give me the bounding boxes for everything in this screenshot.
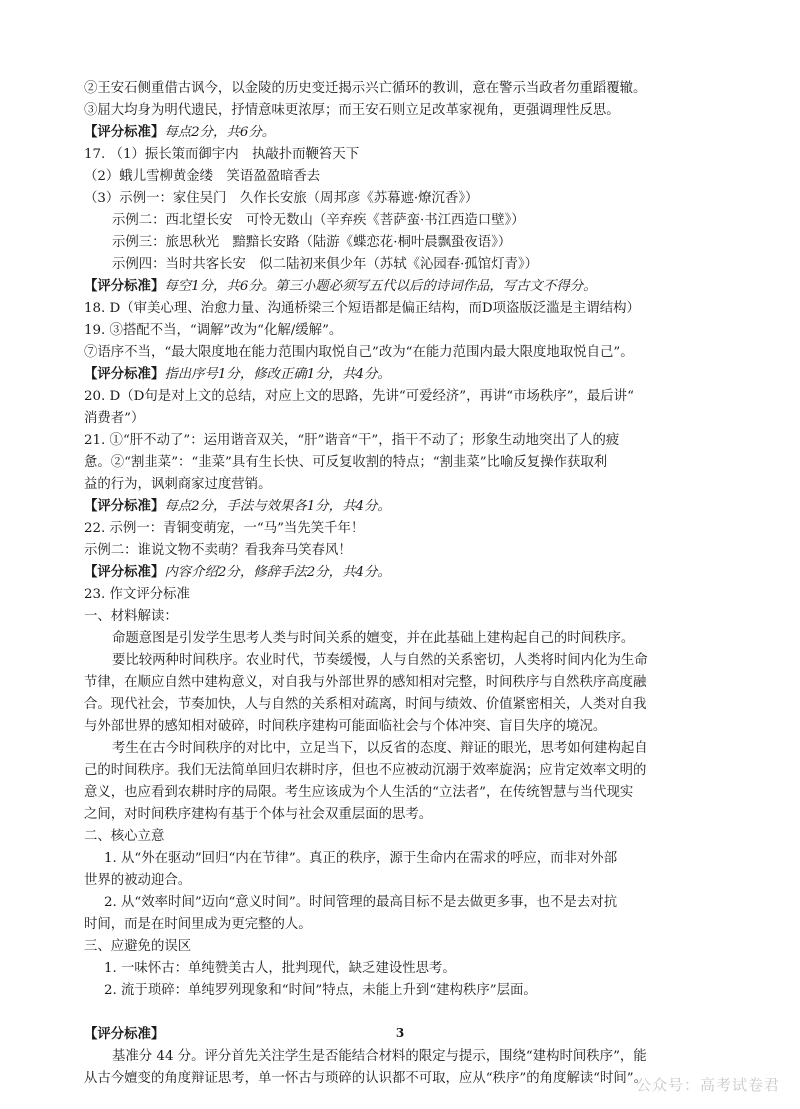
question-22-example-2: 示例二：谁说文物不卖萌？看我奔马笑春风！ [84, 543, 352, 558]
section-heading: 一、材料解读： [84, 609, 178, 624]
scoring-standard-heading: 【评分标准】 [84, 1027, 165, 1042]
core-point-line: 时间，而是在时间里成为更完整的人。 [84, 917, 312, 932]
paragraph-line: 要比较两种时间秩序。农业时代，节奏缓慢，人与自然的关系密切，人类将时间内化为生命 [112, 653, 648, 668]
watermark: 公众号：高考试卷君 [635, 1076, 780, 1094]
scoring-detail-line: 基准分 44 分。评分首先关注学生是否能结合材料的限定与提示，围绕“建构时间秩序”，能 [112, 1049, 647, 1064]
question-17-part-2: （2）蛾儿雪柳黄金缕 笑语盈盈暗香去 [84, 169, 321, 184]
paragraph-line: 合。现代社会，节奏加快，人与自然的关系相对疏离，时间与绩效、价值紧密相关，人类对自我 [84, 697, 647, 712]
paragraph-line: 命题意图是引发学生思考人类与时间关系的嬗变，并在此基础上建构起自己的时间秩序。 [112, 631, 635, 646]
scoring-label: 【评分标准】 [84, 499, 165, 514]
paragraph-line: 节律，在顺应自然中建构意义，对自我与外部世界的感知相对完整，时间秩序与自然秩序高度融 [84, 675, 647, 690]
core-point-line: 1. 从“外在驱动”回归“内在节律”。真正的秩序，源于生命内在需求的呼应，而非对外部 [104, 851, 618, 866]
scoring-label: 【评分标准】 [84, 125, 165, 140]
scoring-note: 每空1分，共6分。第三小题必须写五代以后的诗词作品，写古文不得分。 [164, 279, 597, 294]
scoring-standard [84, 364, 724, 386]
scoring-label: 【评分标准】 [84, 367, 165, 382]
scoring-note: 指出序号1分，修改正确1分，共4分。 [164, 367, 391, 382]
question-21-cont: 惫。②“割韭菜”：“韭菜”具有生长快、可反复收割的特点；“割韭菜”比喻反复操作获取利 [84, 455, 608, 470]
question-17-part-3: （3）示例一：家住吴门 久作长安旅（周邦彦《苏幕遮·燎沉香》） [84, 191, 479, 206]
question-20-cont: 消费者”） [84, 411, 145, 426]
section-heading: 三、应避免的误区 [84, 939, 192, 954]
paragraph-line: 与外部世界的感知相对破碎，时间秩序建构可能面临社会与个体冲突、盲目失序的境况。 [84, 719, 607, 734]
answer-line: ②王安石侧重借古讽今，以金陵的历史变迁揭示兴亡循环的教训，意在警示当政者勿重蹈覆辙。 [84, 81, 647, 96]
question-17-part-1: 17. （1）振长策而御宇内 执敲扑而鞭笞天下 [84, 147, 360, 162]
pitfall-line: 1. 一味怀古：单纯赞美古人，批判现代，缺乏建设性思考。 [104, 961, 456, 976]
answer-line: ③屈大均身为明代遗民，抒情意味更浓厚；而王安石则立足改革家视角，更强调理性反思。 [84, 103, 620, 118]
core-point-line: 世界的被动迎合。 [84, 873, 192, 888]
scoring-label: 【评分标准】 [84, 565, 165, 580]
pitfall-line: 2. 流于琐碎：单纯罗列现象和“时间”特点，未能上升到“建构秩序”层面。 [104, 983, 537, 998]
question-19: 19. ③搭配不当，“调解”改为“化解/缓解”。 [84, 323, 343, 338]
scoring-standard [84, 496, 724, 518]
page-number: 3 [395, 1026, 405, 1040]
spacer [84, 1002, 724, 1024]
question-21-cont: 益的行为，讽刺商家过度营销。 [84, 477, 272, 492]
scoring-note: 内容介绍2分，修辞手法2分，共4分。 [164, 565, 391, 580]
scoring-standard [84, 276, 724, 298]
core-point-line: 2. 从“效率时间”迈向“意义时间”。时间管理的最高目标不是去做更多事，也不是去对抗 [104, 895, 618, 910]
paragraph-line: 考生在古今时间秩序的对比中，立足当下，以反省的态度、辩证的眼光，思考如何建构起自 [112, 741, 648, 756]
question-21: 21. ①“肝不动了”：运用谐音双关，“肝”谐音“干”，指干不动了；形象生动地突出了人的疲 [84, 433, 620, 448]
paragraph-line: 之间，对时间秩序建构有基于个体与社会双重层面的思考。 [84, 807, 433, 822]
question-17-example-2: 示例二：西北望长安 可怜无数山（辛弃疾《菩萨蛮·书江西造口壁》） [112, 213, 525, 228]
paragraph-line: 意义，也应看到农耕时序的局限。考生应该成为个人生活的“立法者”，在传统智慧与当代现实 [84, 785, 634, 800]
section-heading: 二、核心立意 [84, 829, 165, 844]
answer-key-content [84, 78, 724, 1090]
question-23-title: 23. 作文评分标准 [84, 587, 190, 602]
paragraph-line: 己的时间秩序。我们无法简单回归农耕时序，但也不应被动沉溺于效率旋涡；应肯定效率文明的 [84, 763, 647, 778]
scoring-label: 【评分标准】 [84, 279, 165, 294]
question-17-example-4: 示例四：当时共客长安 似二陆初来俱少年（苏轼《沁园春·孤馆灯青》） [112, 257, 539, 272]
question-19-cont: ⑦语序不当，“最大限度地在能力范围内取悦自己”改为“在能力范围内最大限度地取悦自己”。 [84, 345, 634, 360]
scoring-note: 每点2分，共6分。 [164, 125, 276, 140]
question-20: 20. D（D句是对上文的总结，对应上文的思路，先讲“可爱经济”，再讲“市场秩序”，最后讲“ [84, 389, 634, 404]
question-18: 18. D（审美心理、治愈力量、沟通桥梁三个短语都是偏正结构，而D项盗版泛滥是主谓结构） [84, 301, 640, 316]
scoring-detail-line: 从古今嬗变的角度辩证思考，单一怀古与琐碎的认识都不可取，应从“秩序”的角度解读“时间”。 [84, 1071, 648, 1086]
scoring-note: 每点2分，手法与效果各1分，共4分。 [164, 499, 391, 514]
question-22-example-1: 22. 示例一：青铜变萌宠，一“马”当先笑千年！ [84, 521, 365, 536]
scoring-standard [84, 562, 724, 584]
question-17-example-3: 示例三：旅思秋光 黯黯长安路（陆游《蝶恋花·桐叶晨飘蛩夜语》） [112, 235, 512, 250]
scoring-standard [84, 122, 724, 144]
